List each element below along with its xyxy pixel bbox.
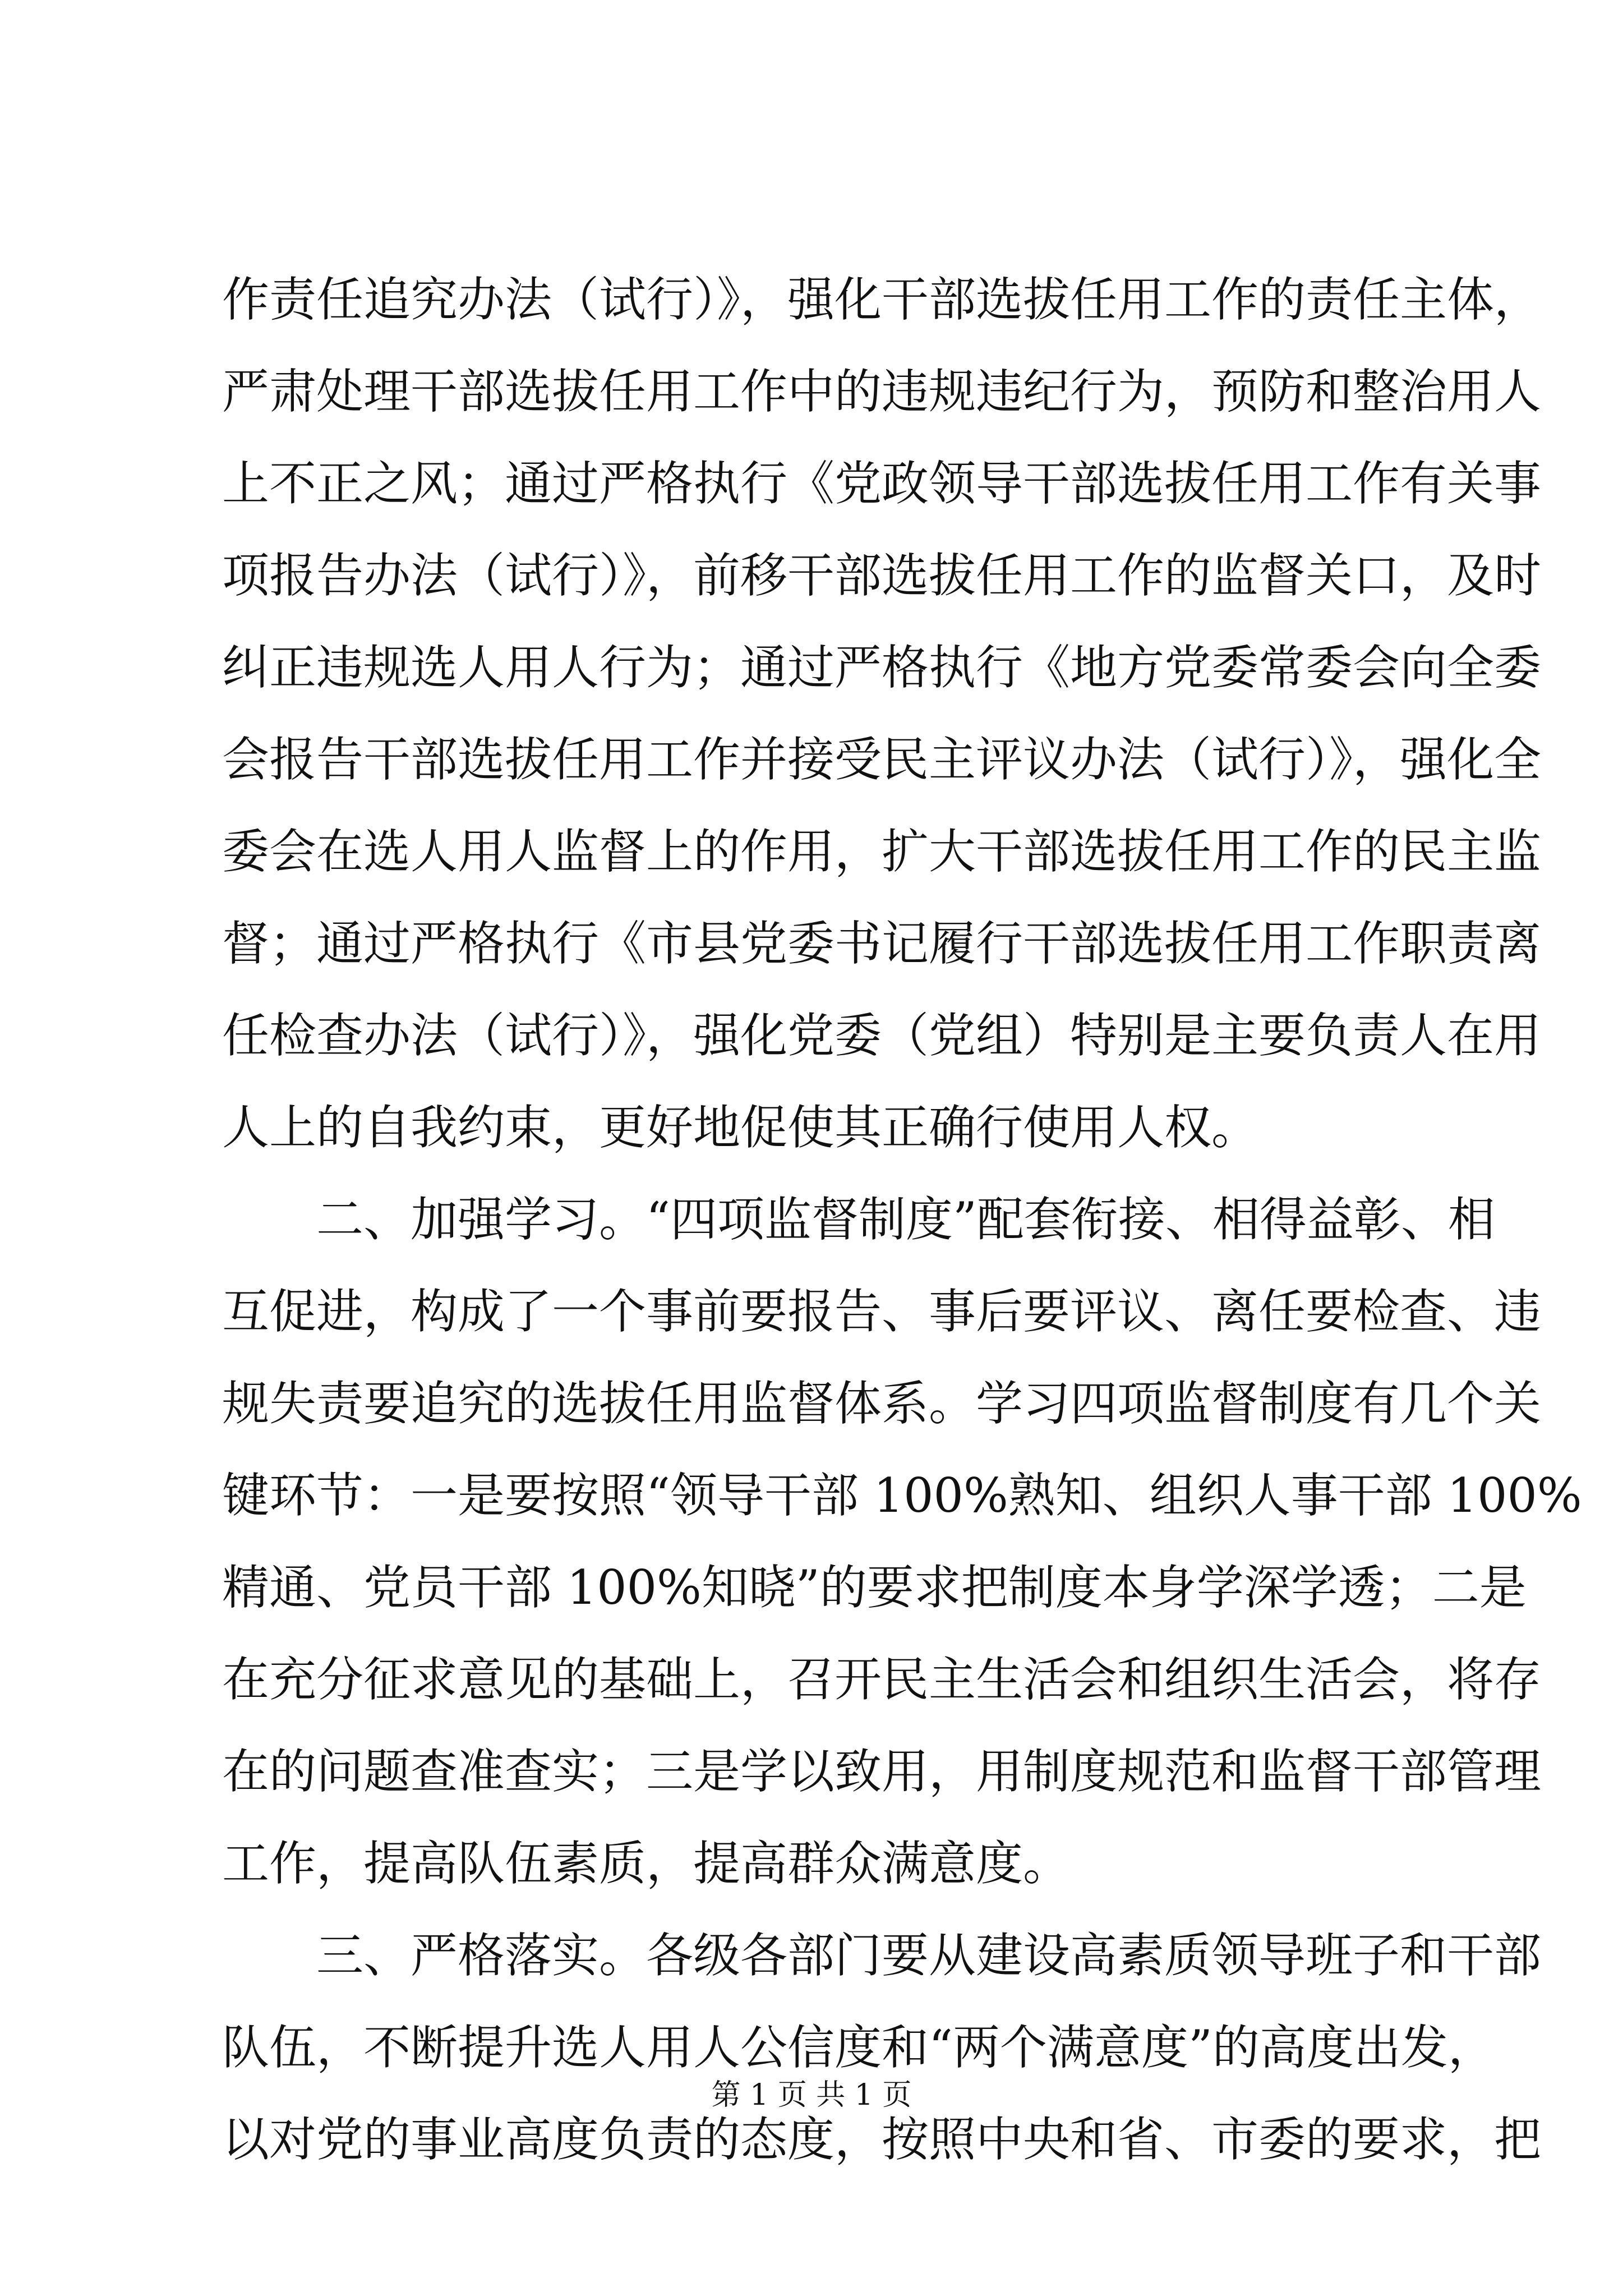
text-line: 队伍，不断提升选人用人公信度和“两个满意度”的高度出发， bbox=[222, 2020, 1495, 2075]
text-line: 键环节：一是要按照“领导干部 100%熟知、组织人事干部 100% bbox=[222, 1468, 1582, 1523]
text-line: 工作，提高队伍素质，提高群众满意度。 bbox=[222, 1836, 1071, 1891]
text-line: 纠正违规选人用人行为；通过严格执行《地方党委常委会向全委 bbox=[222, 640, 1542, 695]
text-line: 互促进，构成了一个事前要报告、事后要评议、离任要检查、违 bbox=[222, 1284, 1542, 1339]
text-line: 任检查办法（试行）》，强化党委（党组）特别是主要负责人在用 bbox=[222, 1008, 1542, 1063]
text-line: 会报告干部选拔任用工作并接受民主评议办法（试行）》，强化全 bbox=[222, 732, 1542, 787]
text-line: 人上的自我约束，更好地促使其正确行使用人权。 bbox=[222, 1100, 1259, 1155]
text-line: 严肃处理干部选拔任用工作中的违规违纪行为，预防和整治用人 bbox=[222, 364, 1542, 419]
section-two-heading-line: 二、加强学习。“四项监督制度”配套衔接、相得益彰、相 bbox=[316, 1192, 1495, 1247]
body-text bbox=[222, 254, 1582, 2185]
text-line: 在的问题查准查实；三是学以致用，用制度规范和监督干部管理 bbox=[222, 1744, 1542, 1799]
page-number: 第 1 页 共 1 页 bbox=[711, 2078, 912, 2112]
text-line: 精通、党员干部 100%知晓”的要求把制度本身学深学透；二是 bbox=[222, 1560, 1527, 1615]
text-line: 项报告办法（试行）》，前移干部选拔任用工作的监督关口，及时 bbox=[222, 548, 1542, 603]
text-line: 委会在选人用人监督上的作用，扩大干部选拔任用工作的民主监 bbox=[222, 824, 1542, 879]
text-line: 上不正之风；通过严格执行《党政领导干部选拔任用工作有关事 bbox=[222, 456, 1542, 511]
text-line: 以对党的事业高度负责的态度，按照中央和省、市委的要求，把 bbox=[222, 2112, 1542, 2167]
page-footer bbox=[0, 2076, 1623, 2115]
text-line: 作责任追究办法（试行）》，强化干部选拔任用工作的责任主体， bbox=[222, 272, 1542, 327]
text-line: 在充分征求意见的基础上，召开民主生活会和组织生活会，将存 bbox=[222, 1652, 1542, 1707]
text-line: 规失责要追究的选拔任用监督体系。学习四项监督制度有几个关 bbox=[222, 1376, 1542, 1431]
section-three-heading-line: 三、严格落实。各级各部门要从建设高素质领导班子和干部 bbox=[316, 1928, 1542, 1983]
text-line: 督；通过严格执行《市县党委书记履行干部选拔任用工作职责离 bbox=[222, 916, 1542, 971]
